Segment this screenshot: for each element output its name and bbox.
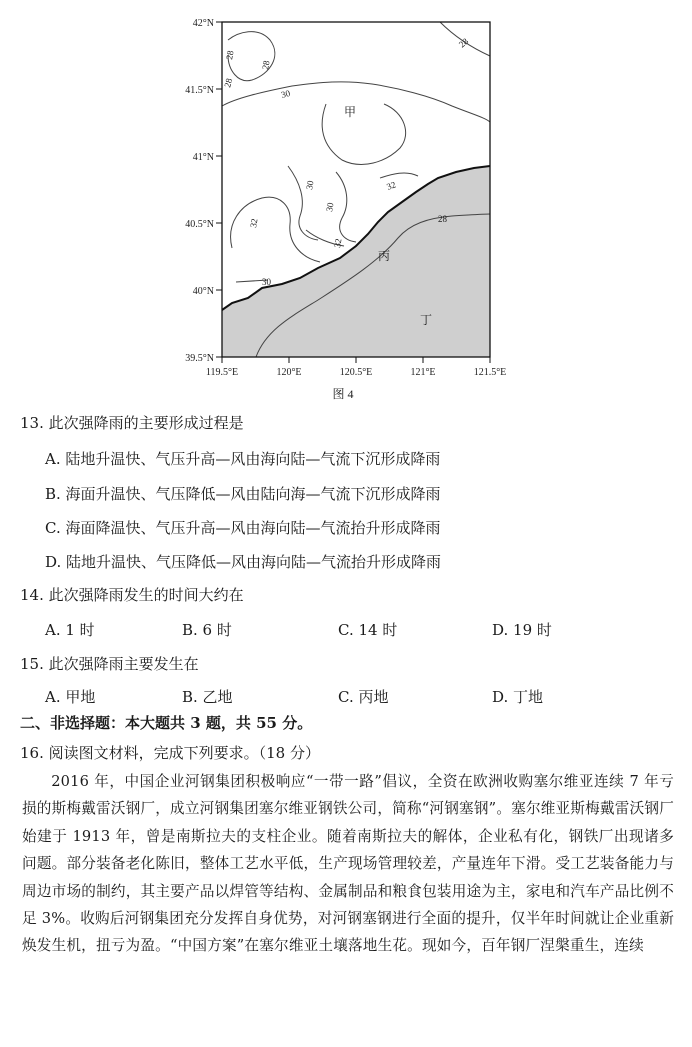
- question-15-option-d: D. 丁地: [492, 688, 544, 706]
- question-14-option-c: C. 14 时: [338, 621, 398, 639]
- question-13-stem: 13. 此次强降雨的主要形成过程是: [20, 414, 244, 432]
- question-15-option-a: A. 甲地: [45, 688, 96, 706]
- contour-label: 28: [222, 77, 235, 89]
- question-13-option-d: D. 陆地升温快、气压降低—风由海向陆—气流抬升形成降雨: [45, 553, 442, 571]
- question-16-stem: 16. 阅读图文材料，完成下列要求。（18 分）: [20, 744, 320, 762]
- contour-label: 28: [224, 49, 236, 61]
- contour-label: 30: [262, 277, 271, 287]
- place-label-jia: 甲: [344, 105, 357, 119]
- contour-label: 32: [332, 237, 344, 249]
- contour-line: [380, 173, 418, 178]
- place-label-bing: 丙: [378, 249, 391, 263]
- contour-line: [322, 104, 406, 164]
- sea-area: [222, 166, 490, 357]
- lon-label: 121°E: [410, 367, 436, 378]
- question-15-stem: 15. 此次强降雨主要发生在: [20, 655, 199, 673]
- place-label-ding: 丁: [420, 313, 433, 327]
- question-16-passage: 2016 年，中国企业河钢集团积极响应“一带一路”倡议，全资在欧洲收购塞尔维亚连续 7 年亏损的斯梅戴雷沃钢厂，成立河钢集团塞尔维亚钢铁公司，简称“河钢塞钢”。塞尔维亚斯梅戴雷沃钢厂始建于 1913 年，曾是南斯拉夫的支柱企业。随着南斯拉夫的解体，企业私有化，钢铁厂出现诸多问题。部分装备老化陈旧，整体工艺水平低，生产现场管理较差，产量连年下滑。受工艺装备能力与周边市场的制约，其主要产品以焊管等结构、金属制品和粮食包装用途为主，家电和汽车产品比例不足 3%。收购后河钢集团充分发挥自身优势，对河钢塞钢进行全面的提升，仅半年时间就让企业重新焕发生机，扭亏为盈。“中国方案”在塞尔维亚土壤落地生花。现如今，百年钢厂涅槃重生，连续: [22, 773, 674, 955]
- question-13-option-c: C. 海面降温快、气压升高—风由海向陆—气流抬升形成降雨: [45, 519, 441, 537]
- contour-label: 32: [248, 217, 260, 229]
- contour-line: [336, 172, 356, 242]
- contour-label: 28: [438, 214, 447, 224]
- contour-line: [288, 166, 318, 240]
- section-2-title: 二、非选择题：本大题共 3 题，共 55 分。: [20, 714, 313, 732]
- isotherm-map-figure: [0, 0, 692, 401]
- contour-label: 32: [385, 179, 398, 192]
- question-14-option-a: A. 1 时: [45, 621, 95, 639]
- question-15-option-c: C. 丙地: [338, 688, 389, 706]
- question-15-option-b: B. 乙地: [182, 688, 233, 706]
- lat-label: 40.5°N: [185, 219, 214, 230]
- lon-label: 121.5°E: [473, 367, 507, 378]
- question-14-stem: 14. 此次强降雨发生的时间大约在: [20, 586, 244, 604]
- question-14-option-b: B. 6 时: [182, 621, 232, 639]
- figure-caption: 图 4: [332, 387, 354, 401]
- contour-label: 28: [260, 59, 272, 71]
- lon-label: 119.5°E: [205, 367, 239, 378]
- contour-label: 28: [456, 36, 471, 50]
- lat-label: 41°N: [192, 152, 214, 163]
- lat-label: 42°N: [192, 18, 214, 29]
- contour-label: 30: [304, 179, 316, 191]
- contour-line: [231, 197, 320, 262]
- lon-label: 120.5°E: [339, 367, 373, 378]
- lon-label: 120°E: [276, 367, 302, 378]
- question-13-option-a: A. 陆地升温快、气压升高—风由海向陆—气流下沉形成降雨: [45, 450, 441, 468]
- question-14-option-d: D. 19 时: [492, 621, 552, 639]
- lat-label: 41.5°N: [185, 85, 214, 96]
- contour-label: 30: [279, 87, 292, 100]
- contour-line: [228, 32, 275, 81]
- contour-label: 30: [324, 201, 336, 213]
- lat-label: 39.5°N: [185, 353, 214, 364]
- question-13-option-b: B. 海面升温快、气压降低—风由陆向海—气流下沉形成降雨: [45, 485, 441, 503]
- lat-label: 40°N: [192, 286, 214, 297]
